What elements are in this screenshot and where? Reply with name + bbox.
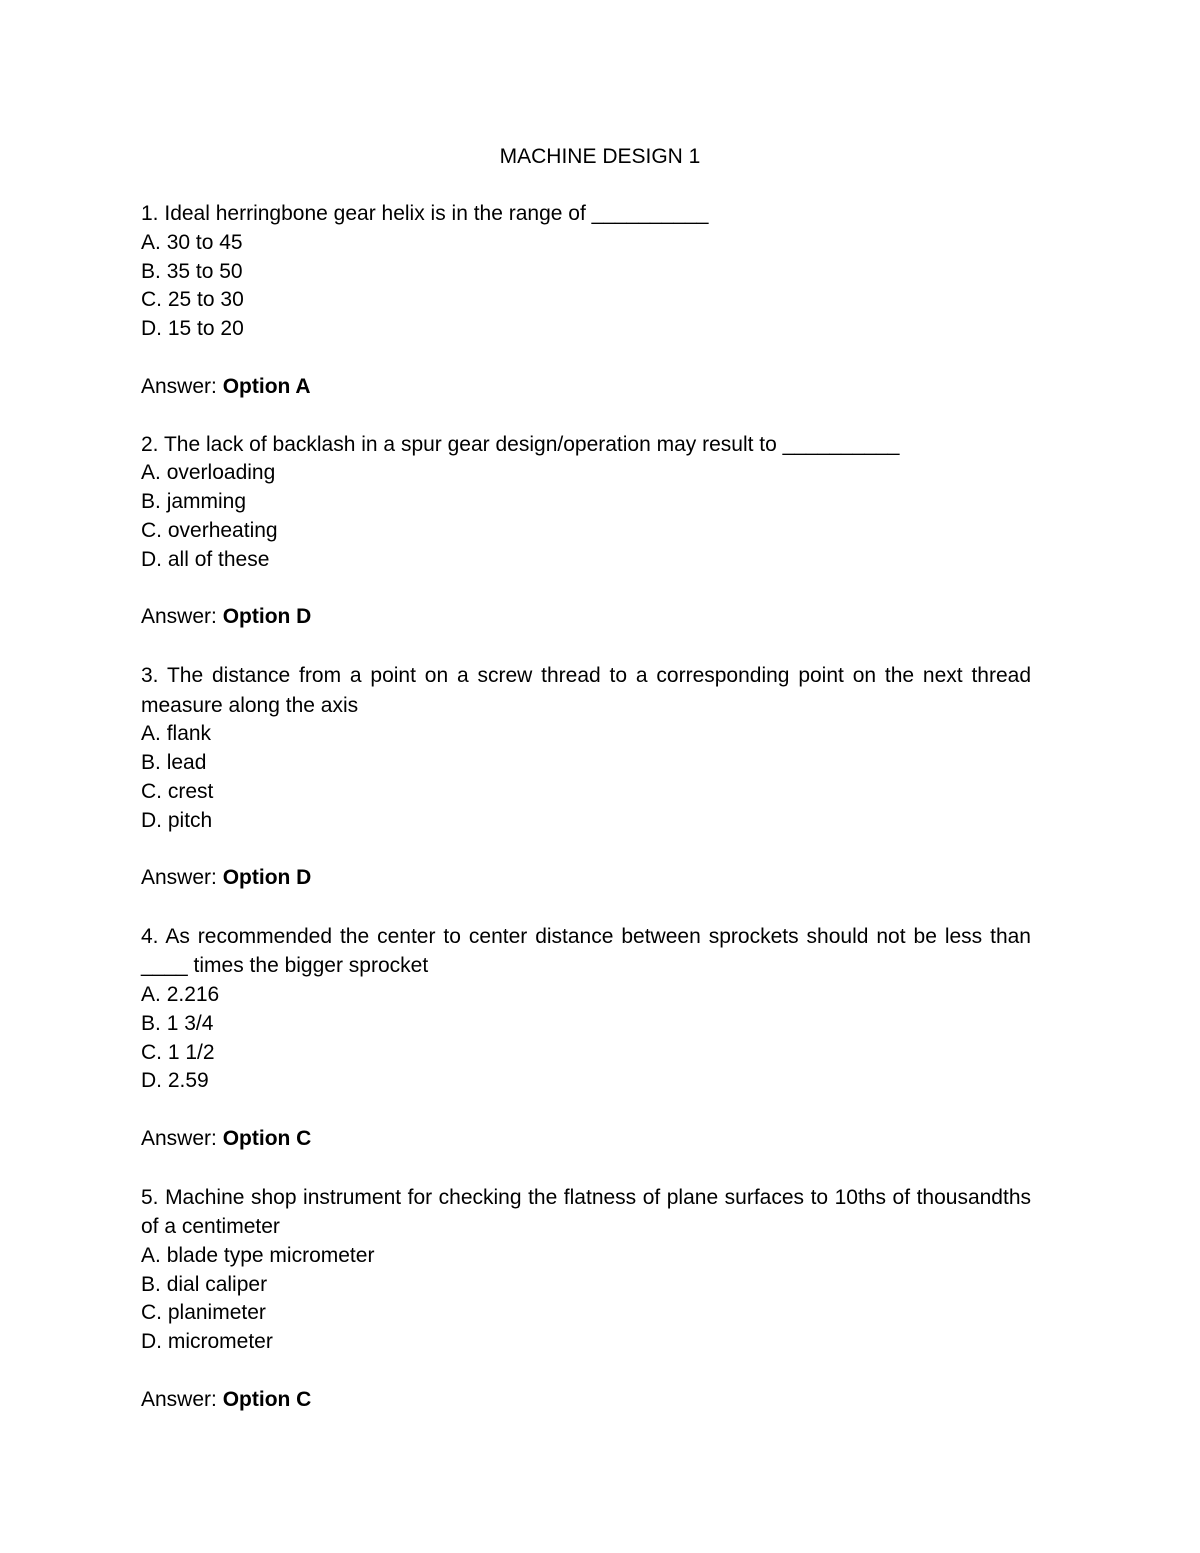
question-prompt: The distance from a point on a screw thread to a corresponding point on the next thread measure along the axis: [141, 664, 1031, 717]
answer-value: Option A: [222, 374, 311, 398]
option-text: crest: [167, 779, 214, 803]
question-number: 5.: [141, 1185, 159, 1209]
spacer: [141, 1096, 1031, 1125]
question-prompt: As recommended the center to center distance between sprockets should not be less than ____ times the bigger sprocket: [141, 924, 1031, 978]
question-text: [141, 431, 1031, 460]
question-number: 2.: [141, 432, 159, 456]
option-text: 15 to 20: [167, 317, 244, 341]
option-text: 35 to 50: [166, 259, 243, 283]
option-text: lead: [166, 750, 207, 774]
option-text: all of these: [167, 547, 270, 571]
answer-label: Answer:: [141, 605, 217, 629]
option-d: [141, 1328, 1031, 1357]
option-c: [141, 286, 1031, 315]
option-letter: D.: [141, 1069, 162, 1093]
question-prompt: Machine shop instrument for checking the flatness of plane surfaces to 10ths of thousandths of a centimeter: [141, 1185, 1031, 1239]
option-letter: C.: [141, 1301, 162, 1325]
answer-value: Option D: [222, 605, 312, 629]
option-text: jamming: [166, 490, 247, 514]
answer-label: Answer:: [141, 1126, 217, 1150]
question-1: [141, 200, 1031, 402]
option-text: micrometer: [167, 1330, 273, 1354]
answer-label: Answer:: [141, 374, 217, 398]
option-letter: D.: [141, 547, 162, 571]
question-number: 3.: [141, 664, 159, 688]
question-prompt: Ideal herringbone gear helix is in the range of __________: [164, 202, 709, 225]
question-text: [141, 922, 1031, 981]
option-text: pitch: [167, 808, 213, 832]
option-letter: B.: [141, 490, 161, 514]
option-b: [141, 749, 1031, 778]
option-letter: B.: [141, 1272, 161, 1296]
document-title: MACHINE DESIGN 1: [499, 145, 701, 168]
spacer: [141, 344, 1031, 373]
question-list: [141, 200, 1031, 1444]
answer-line: [141, 1125, 1031, 1154]
option-text: overheating: [167, 518, 278, 542]
option-text: 1 3/4: [166, 1011, 214, 1035]
option-b: [141, 488, 1031, 517]
option-letter: A.: [141, 230, 161, 254]
question-text: [141, 1183, 1031, 1242]
option-letter: B.: [141, 750, 161, 774]
option-text: blade type micrometer: [166, 1243, 375, 1267]
answer-value: Option C: [222, 1387, 312, 1411]
spacer: [141, 835, 1031, 864]
question-5: [141, 1183, 1031, 1415]
option-c: [141, 1299, 1031, 1328]
option-text: dial caliper: [166, 1272, 268, 1296]
option-letter: D.: [141, 317, 162, 341]
option-letter: A.: [141, 722, 161, 746]
option-letter: C.: [141, 779, 162, 803]
option-letter: B.: [141, 1011, 161, 1035]
option-letter: B.: [141, 259, 161, 283]
option-text: 2.59: [167, 1069, 209, 1093]
option-text: 2.216: [166, 982, 220, 1006]
option-letter: A.: [141, 982, 161, 1006]
option-d: [141, 807, 1031, 836]
option-a: [141, 459, 1031, 488]
answer-value: Option C: [222, 1126, 312, 1150]
option-letter: C.: [141, 288, 162, 312]
option-letter: D.: [141, 808, 162, 832]
option-letter: A.: [141, 1243, 161, 1267]
option-text: flank: [166, 722, 212, 746]
option-c: [141, 1039, 1031, 1068]
answer-line: [141, 1386, 1031, 1415]
question-prompt: The lack of backlash in a spur gear design/operation may result to __________: [163, 432, 900, 456]
option-letter: C.: [141, 1040, 162, 1064]
option-c: [141, 778, 1031, 807]
question-number: 4.: [141, 924, 159, 948]
option-b: [141, 1010, 1031, 1039]
answer-line: [141, 603, 1031, 632]
option-a: [141, 981, 1031, 1010]
question-text: [141, 661, 1031, 720]
answer-label: Answer:: [141, 866, 217, 890]
option-c: [141, 517, 1031, 546]
option-a: [141, 229, 1031, 258]
answer-line: [141, 373, 1031, 402]
spacer: [141, 575, 1031, 604]
option-text: 30 to 45: [166, 230, 243, 254]
answer-line: [141, 864, 1031, 893]
answer-value: Option D: [222, 866, 312, 890]
question-4: [141, 922, 1031, 1154]
option-d: [141, 315, 1031, 344]
option-a: [141, 720, 1031, 749]
option-a: [141, 1242, 1031, 1271]
option-text: overloading: [166, 461, 276, 485]
spacer: [141, 1357, 1031, 1386]
option-letter: A.: [141, 461, 161, 485]
answer-label: Answer:: [141, 1387, 217, 1411]
option-letter: C.: [141, 518, 162, 542]
option-b: [141, 258, 1031, 287]
question-text: [141, 200, 1031, 229]
option-d: [141, 1067, 1031, 1096]
option-text: 25 to 30: [167, 288, 244, 312]
option-text: 1 1/2: [167, 1040, 215, 1064]
question-3: [141, 661, 1031, 893]
option-b: [141, 1271, 1031, 1300]
option-d: [141, 546, 1031, 575]
question-2: [141, 431, 1031, 633]
option-letter: D.: [141, 1330, 162, 1354]
option-text: planimeter: [167, 1301, 266, 1325]
question-number: 1.: [141, 202, 159, 225]
